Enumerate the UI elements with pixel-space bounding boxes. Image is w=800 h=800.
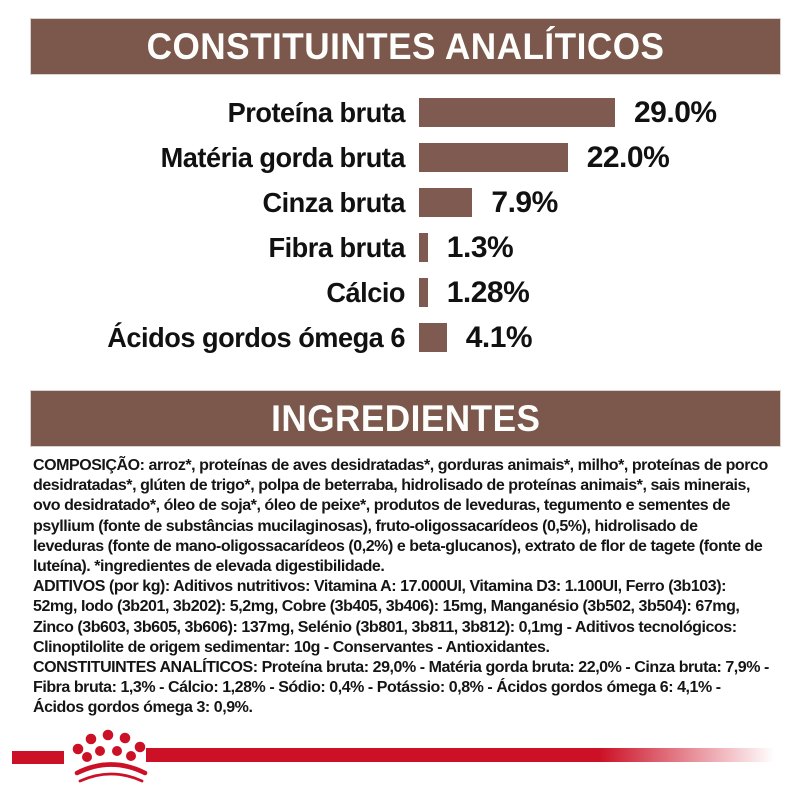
chart-row-label: Cinza bruta xyxy=(262,186,405,218)
chart-value-label: 22.0% xyxy=(586,140,670,174)
chart-bar xyxy=(419,188,472,217)
footer-left-red-bar xyxy=(12,751,64,764)
chart-row xyxy=(0,315,800,360)
chart-row-label: Ácidos gordos ómega 6 xyxy=(107,321,405,353)
chart-row-label: Fibra bruta xyxy=(268,231,405,263)
footer-right-red-bar xyxy=(146,748,794,762)
chart-value-label: 4.1% xyxy=(465,320,533,354)
ingredients-text-block xyxy=(33,456,771,719)
chart-row xyxy=(0,135,800,180)
analytical-constituents-title: CONSTITUINTES ANALÍTICOS xyxy=(146,25,665,67)
chart-bar xyxy=(419,233,428,262)
chart-row xyxy=(0,90,800,135)
composition-paragraph: COMPOSIÇÃO: arroz*, proteínas de aves desidratadas*, gorduras animais*, milho*, proteínas de porco desidratadas*, glúten de trigo*, polpa de beterraba, hidrolisado de proteínas animais*, sais minerais, ovo desidratado*, óleo de soja*, óleo de peixe*, produtos de leveduras, tegumento e sementes de psyllium (fonte de substâncias mucilaginosas), fruto-oligossacarídeos (0,5%), hidrolisado de leveduras (fonte de mano-oligossacarídeos (0,2%) e beta-glucanos), extrato de flor de tagete (fonte de luteína). *ingredientes de elevada digestibilidade. xyxy=(33,457,768,576)
chart-value-label: 1.3% xyxy=(446,230,514,264)
chart-row-label: Proteína bruta xyxy=(227,96,405,128)
chart-row xyxy=(0,180,800,225)
chart-row-label: Matéria gorda bruta xyxy=(160,141,405,173)
chart-value-label: 7.9% xyxy=(491,185,558,219)
chart-row xyxy=(0,270,800,315)
royal-canin-crown-icon xyxy=(58,726,160,792)
chart-row-label: Cálcio xyxy=(326,276,405,308)
analytical-constituents-header xyxy=(31,19,780,74)
analytical-constituents-chart xyxy=(0,90,800,360)
chart-bar xyxy=(419,323,447,352)
chart-value-label: 29.0% xyxy=(634,95,717,129)
ingredients-header xyxy=(31,391,780,446)
chart-bar xyxy=(419,278,428,307)
analytical-paragraph: CONSTITUINTES ANALÍTICOS: Proteína bruta: 29,0% - Matéria gorda bruta: 22,0% - Cinza bruta: 7,9% - Fibra bruta: 1,3% - Cálcio: 1,28% - Sódio: 0,4% - Potássio: 0,8% - Ácidos gordos ómega 6: 4,1% - Ácidos gordos ómega 3: 0,9%. xyxy=(33,659,769,717)
ingredients-title: INGREDIENTES xyxy=(270,397,541,439)
chart-row xyxy=(0,225,800,270)
additives-paragraph: ADITIVOS (por kg): Aditivos nutritivos: Vitamina A: 17.000UI, Vitamina D3: 1.100UI, Ferro (3b103): 52mg, Iodo (3b201, 3b202): 5,2mg, Cobre (3b405, 3b406): 15mg, Manganésio (3b502, 3b504): 67mg, Zinco (3b603, 3b605, 3b606): 137mg, Selénio (3b801, 3b811, 3b812): 0,1mg - Aditivos tecnológicos: Clinoptilolite de origem sedimentar: 10g - Conservantes - Antioxidantes. xyxy=(33,578,740,656)
chart-bar xyxy=(419,98,615,127)
chart-value-label: 1.28% xyxy=(446,275,530,309)
chart-bar xyxy=(419,143,568,172)
